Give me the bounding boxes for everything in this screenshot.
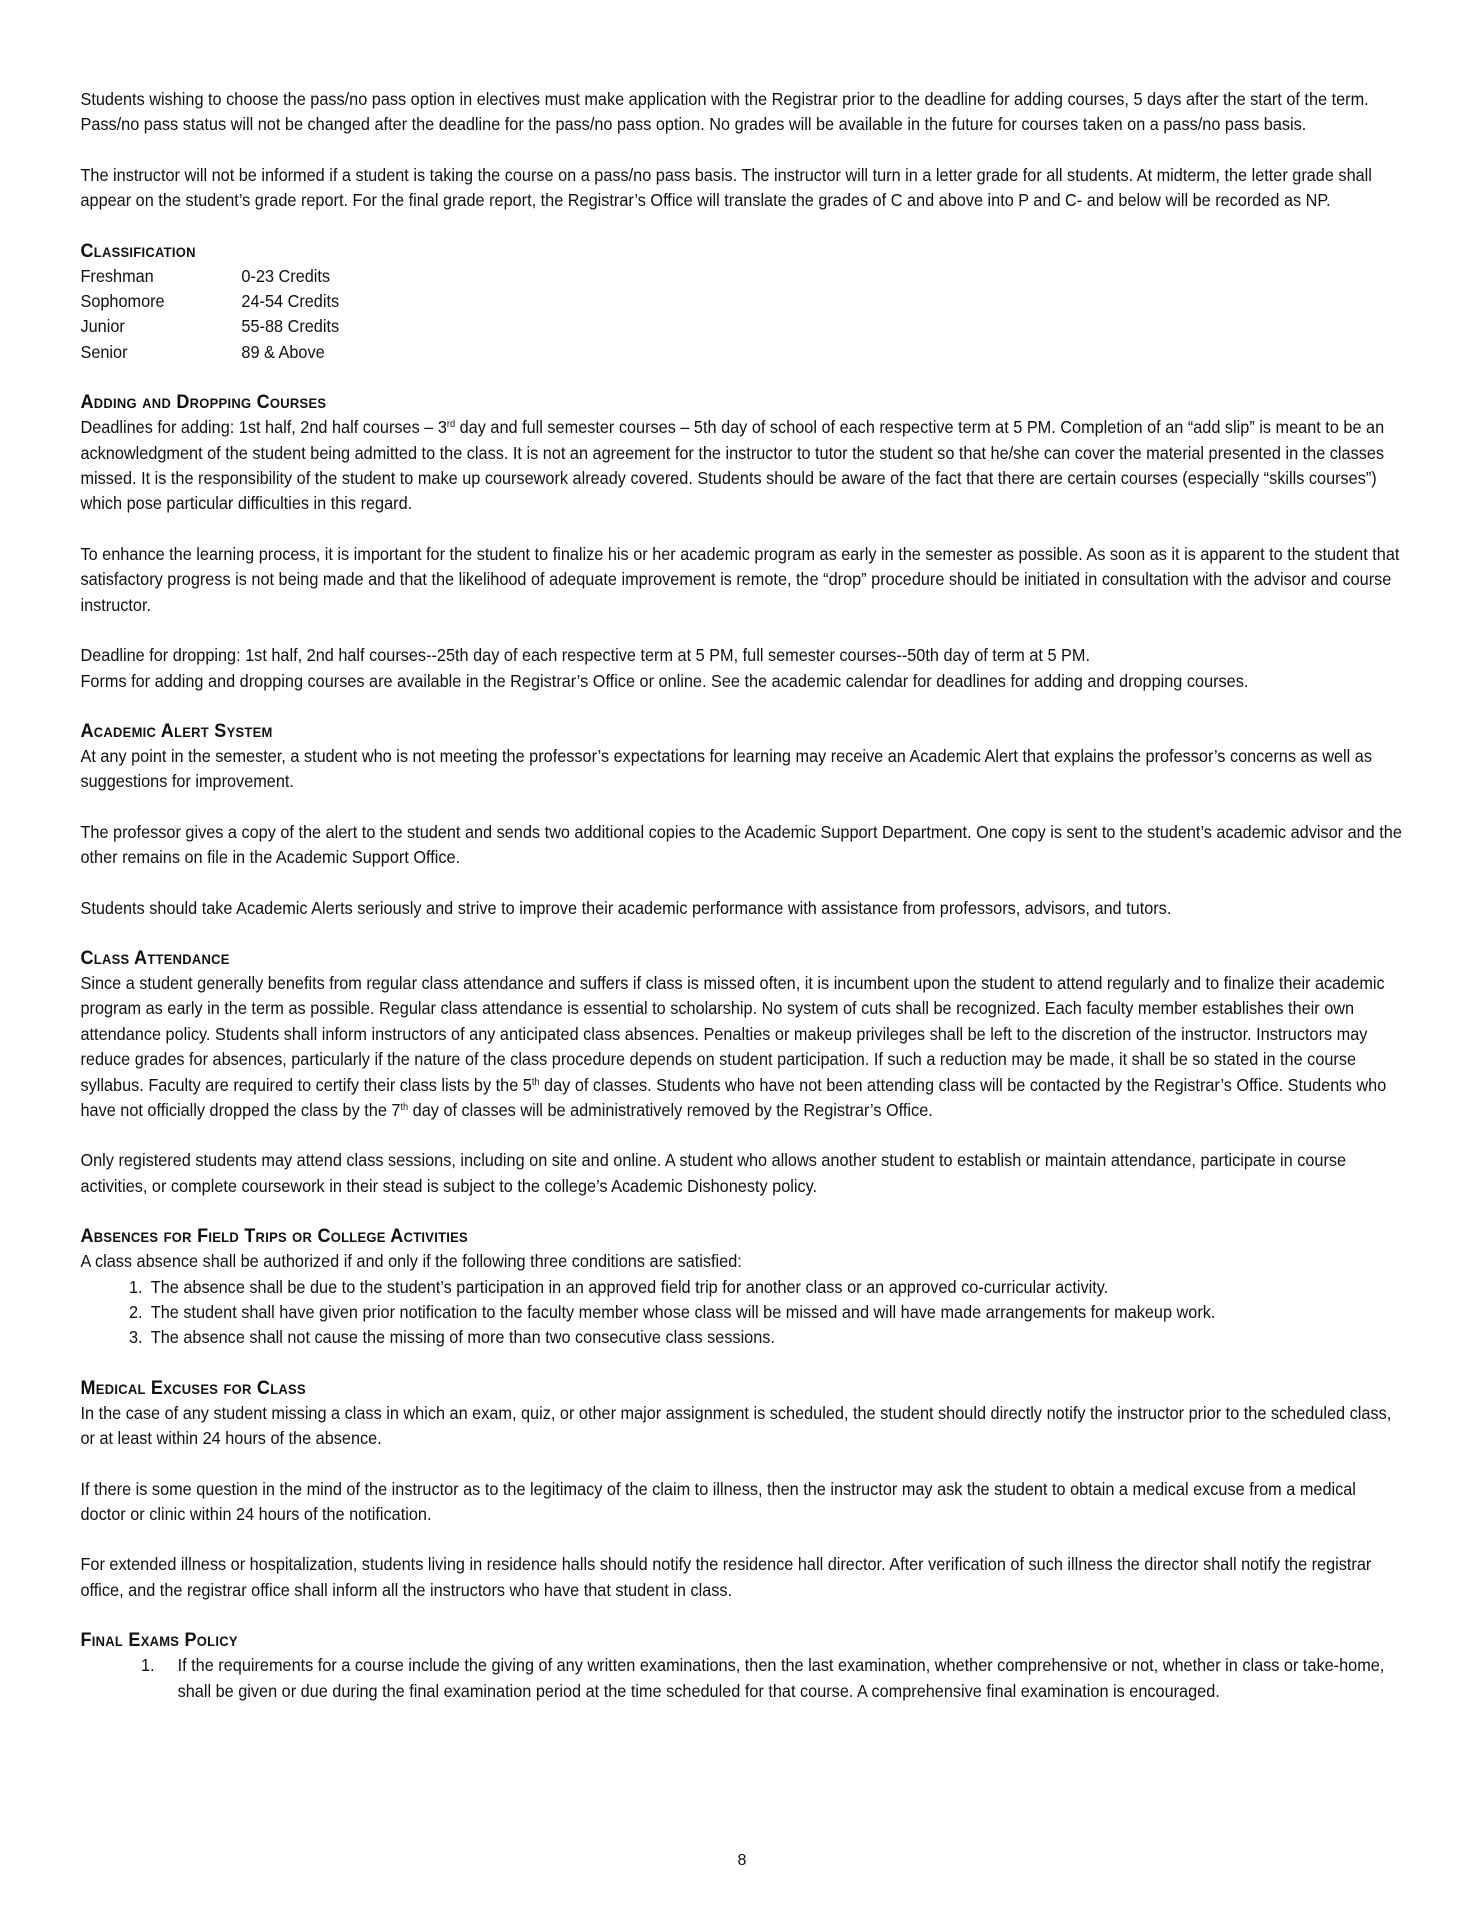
class-attendance-heading: Class Attendance <box>80 946 230 969</box>
medical-excuses-paragraph-1: In the case of any student missing a class in which an exam, quiz, or other major assignment is scheduled, the student should directly notify the instructor prior to the scheduled class, or at least within 24 hours of the absence. <box>80 1402 1392 1449</box>
classification-row <box>80 289 339 314</box>
classification-level: Junior <box>80 316 125 337</box>
classification-level: Senior <box>80 341 128 362</box>
final-exams-list <box>80 1653 1402 1704</box>
absence-conditions-list <box>80 1275 1402 1351</box>
medical-excuses-heading: Medical Excuses for Class <box>80 1376 306 1399</box>
list-item: 3. The absence shall not cause the missing of more than two consecutive class sessions. <box>147 1325 1402 1350</box>
class-attendance-paragraph-1: Since a student generally benefits from regular class attendance and suffers if class is missed often, it is incumbent upon the student to attend regularly and to finalize their academic program as early in the term as possible. Regular class attendance is essential to scholarship. No system of cuts shall be recognized. Each faculty member establishes their own attendance policy. Students shall inform instructors of any anticipated class absences. Penalties or makeup privileges shall be left to the discretion of the instructor. Instructors may reduce grades for absences, particularly if the nature of the class procedure depends on student participation. If such a reduction may be made, it shall be so stated in the course syllabus. Faculty are required to certify their class lists by the 5th day of classes. Students who have not been attending class will be contacted by the Registrar’s Office. Students who have not officially dropped the class by the 7th day of classes will be administratively removed by the Registrar’s Office. <box>80 972 1387 1120</box>
classification-level: Sophomore <box>80 291 165 312</box>
list-item: 1. If the requirements for a course include the giving of any written examinations, then the last examination, whether comprehensive or not, whether in class or take-home, shall be given or due during the final examination period at the time scheduled for that course. A comprehensive final examination is encouraged. <box>159 1653 1402 1704</box>
classification-credits: 89 & Above <box>241 341 325 362</box>
academic-alert-paragraph-2: The professor gives a copy of the alert to the student and sends two additional copies to the Academic Support Department. One copy is sent to the student’s academic advisor and the other remains on file in the Academic Support Office. <box>80 821 1402 868</box>
classification-row <box>80 314 339 339</box>
list-item: 2. The student shall have given prior notification to the faculty member whose class will be missed and will have made arrangements for makeup work. <box>147 1300 1402 1325</box>
classification-row <box>80 264 339 289</box>
absences-heading: Absences for Field Trips or College Activities <box>80 1225 468 1248</box>
page-number: 8 <box>737 1852 747 1869</box>
enhance-learning-paragraph: To enhance the learning process, it is important for the student to finalize his or her academic program as early in the semester as possible. As soon as it is apparent to the student that satisfactory progress is not being made and that the likelihood of adequate improvement is remote, the “drop” procedure should be initiated in consultation with the advisor and course instructor. <box>80 543 1400 615</box>
final-exams-heading: Final Exams Policy <box>80 1629 238 1652</box>
classification-credits: 24-54 Credits <box>241 291 340 312</box>
adding-dropping-heading: Adding and Dropping Courses <box>80 391 327 414</box>
academic-alert-paragraph-1: At any point in the semester, a student who is not meeting the professor’s expectations for learning may receive an Academic Alert that explains the professor’s concerns as well as suggestions for improvement. <box>80 745 1372 792</box>
class-attendance-paragraph-2: Only registered students may attend class sessions, including on site and online. A student who allows another student to establish or maintain attendance, participate in course activities, or complete coursework in their stead is subject to the college’s Academic Dishonesty policy. <box>80 1150 1347 1196</box>
classification-table <box>80 264 339 366</box>
dropping-deadline-paragraph <box>80 643 1402 694</box>
forms-availability-line: Forms for adding and dropping courses are available in the Registrar’s Office or online. See the academic calendar for deadlines for adding and dropping courses. <box>80 670 1249 691</box>
adding-deadline-paragraph: Deadlines for adding: 1st half, 2nd half courses – 3rd day and full semester courses – 5th day of school of each respective term at 5 PM. Completion of an “add slip” is meant to be an acknowledgment of the student being admitted to the class. It is not an agreement for the instructor to tutor the student so that he/she can cover the material presented in the classes missed. It is the responsibility of the student to make up coursework already covered. Students should be aware of the fact that there are certain courses (especially “skills courses”) which pose particular difficulties in this regard. <box>80 417 1385 514</box>
pass-no-pass-paragraph-2: The instructor will not be informed if a student is taking the course on a pass/no pass basis. The instructor will turn in a letter grade for all students. At midterm, the letter grade shall appear on the student’s grade report. For the final grade report, the Registrar’s Office will translate the grades of C and above into P and C- and below will be recorded as NP. <box>80 164 1372 211</box>
medical-excuses-paragraph-3: For extended illness or hospitalization, students living in residence halls should notify the residence hall director. After verification of such illness the director shall notify the registrar office, and the registrar office shall inform all the instructors who have that student in class. <box>80 1554 1372 1600</box>
medical-excuses-paragraph-2: If there is some question in the mind of the instructor as to the legitimacy of the claim to illness, then the instructor may ask the student to obtain a medical excuse from a medical doctor or clinic within 24 hours of the notification. <box>80 1478 1356 1525</box>
list-item: 1. The absence shall be due to the student’s participation in an approved field trip for another class or an approved co-curricular activity. <box>147 1275 1402 1300</box>
classification-credits: 0-23 Credits <box>241 265 331 286</box>
classification-row <box>80 340 339 365</box>
academic-alert-heading: Academic Alert System <box>80 719 273 742</box>
absences-intro: A class absence shall be authorized if and only if the following three conditions are satisfied: <box>80 1251 742 1272</box>
classification-credits: 55-88 Credits <box>241 316 340 337</box>
pass-no-pass-paragraph-1: Students wishing to choose the pass/no pass option in electives must make application with the Registrar prior to the deadline for adding courses, 5 days after the start of the term. Pass/no pass status will not be changed after the deadline for the pass/no pass option. No grades will be available in the future for courses taken on a pass/no pass basis. <box>80 89 1369 135</box>
classification-heading: Classification <box>80 239 196 262</box>
classification-level: Freshman <box>80 265 154 286</box>
academic-alert-paragraph-3: Students should take Academic Alerts seriously and strive to improve their academic performance with assistance from professors, advisors, and tutors. <box>80 897 1172 918</box>
dropping-deadline-line: Deadline for dropping: 1st half, 2nd half courses--25th day of each respective term at 5 PM, full semester courses--50th day of term at 5 PM. <box>80 645 1090 666</box>
